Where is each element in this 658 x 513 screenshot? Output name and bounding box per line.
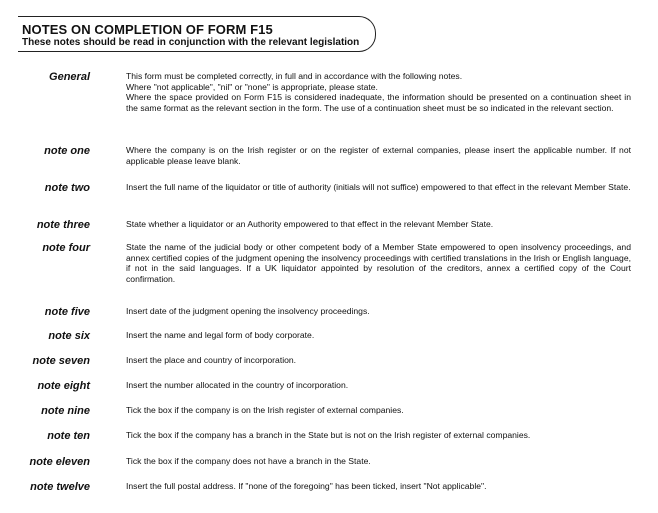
- note-text: [126, 430, 631, 441]
- note-label: note three: [36, 219, 90, 231]
- note-line: Tick the box if the company has a branch in the State but is not on the Irish register of external companies.: [126, 430, 531, 440]
- note-line: Insert the name and legal form of body corporate.: [126, 330, 315, 340]
- note-text: [126, 380, 631, 391]
- note-text: [126, 71, 631, 113]
- note-text: [126, 456, 631, 467]
- note-label: note eight: [37, 380, 90, 392]
- note-text: [126, 306, 631, 317]
- note-label: note four: [42, 242, 90, 254]
- note-text: [126, 182, 631, 193]
- note-text: [126, 481, 631, 492]
- note-line: Insert the number allocated in the country of incorporation.: [126, 380, 349, 390]
- note-line: Insert the full name of the liquidator or title of authority (initials will not suffice) empowered to that effect in the relevant Member State.: [126, 182, 631, 192]
- note-label: note twelve: [30, 481, 90, 493]
- note-line: Insert the full postal address. If "none of the foregoing" has been ticked, insert "Not applicable".: [126, 481, 487, 491]
- page-subtitle: These notes should be read in conjunction with the relevant legislation: [22, 37, 360, 48]
- note-line: Where "not applicable", "nil" or "none" is appropriate, please state.: [126, 81, 378, 92]
- note-line: State whether a liquidator or an Authority empowered to that effect in the relevant Member State.: [126, 219, 494, 229]
- note-label: note nine: [41, 405, 90, 417]
- note-label: note one: [44, 145, 90, 157]
- note-line: Insert the place and country of incorporation.: [126, 355, 297, 365]
- note-label: note six: [48, 330, 90, 342]
- note-line: State the name of the judicial body or other competent body of a Member State empowered to open insolvency proceedings, and annex certified copies of the judgment opening the insolvency proceedings with certified translations in the Irish or English language, if not in the said languages. If a UK liquidator appointed by resolution of the creditors, annex a certified copy of the Court confirmation.: [126, 242, 631, 284]
- note-label: note seven: [32, 355, 90, 367]
- note-line: Tick the box if the company is on the Irish register of external companies.: [126, 405, 404, 415]
- page-title: NOTES ON COMPLETION OF FORM F15: [22, 22, 273, 37]
- note-label: note eleven: [29, 456, 90, 468]
- note-line: Where the space provided on Form F15 is considered inadequate, the information should be presented on a continuation sheet in the same format as the relevant section in the form. The use of a continuation sheet must be so indicated in the relevant section.: [126, 92, 631, 113]
- note-label: note ten: [47, 430, 90, 442]
- note-label: note two: [44, 182, 90, 194]
- note-text: [126, 330, 631, 341]
- note-line: Where the company is on the Irish register or on the register of external companies, please insert the applicable number. If not applicable please leave blank.: [126, 145, 631, 166]
- note-text: [126, 405, 631, 416]
- note-line: Insert date of the judgment opening the insolvency proceedings.: [126, 306, 370, 316]
- note-label: General: [49, 71, 90, 83]
- note-text: [126, 145, 631, 166]
- note-line: Tick the box if the company does not have a branch in the State.: [126, 456, 371, 466]
- note-text: [126, 219, 631, 230]
- form-header-box: [18, 16, 376, 52]
- note-line: This form must be completed correctly, in full and in accordance with the following notes.: [126, 71, 463, 81]
- note-text: [126, 242, 631, 284]
- note-text: [126, 355, 631, 366]
- note-label: note five: [44, 306, 90, 318]
